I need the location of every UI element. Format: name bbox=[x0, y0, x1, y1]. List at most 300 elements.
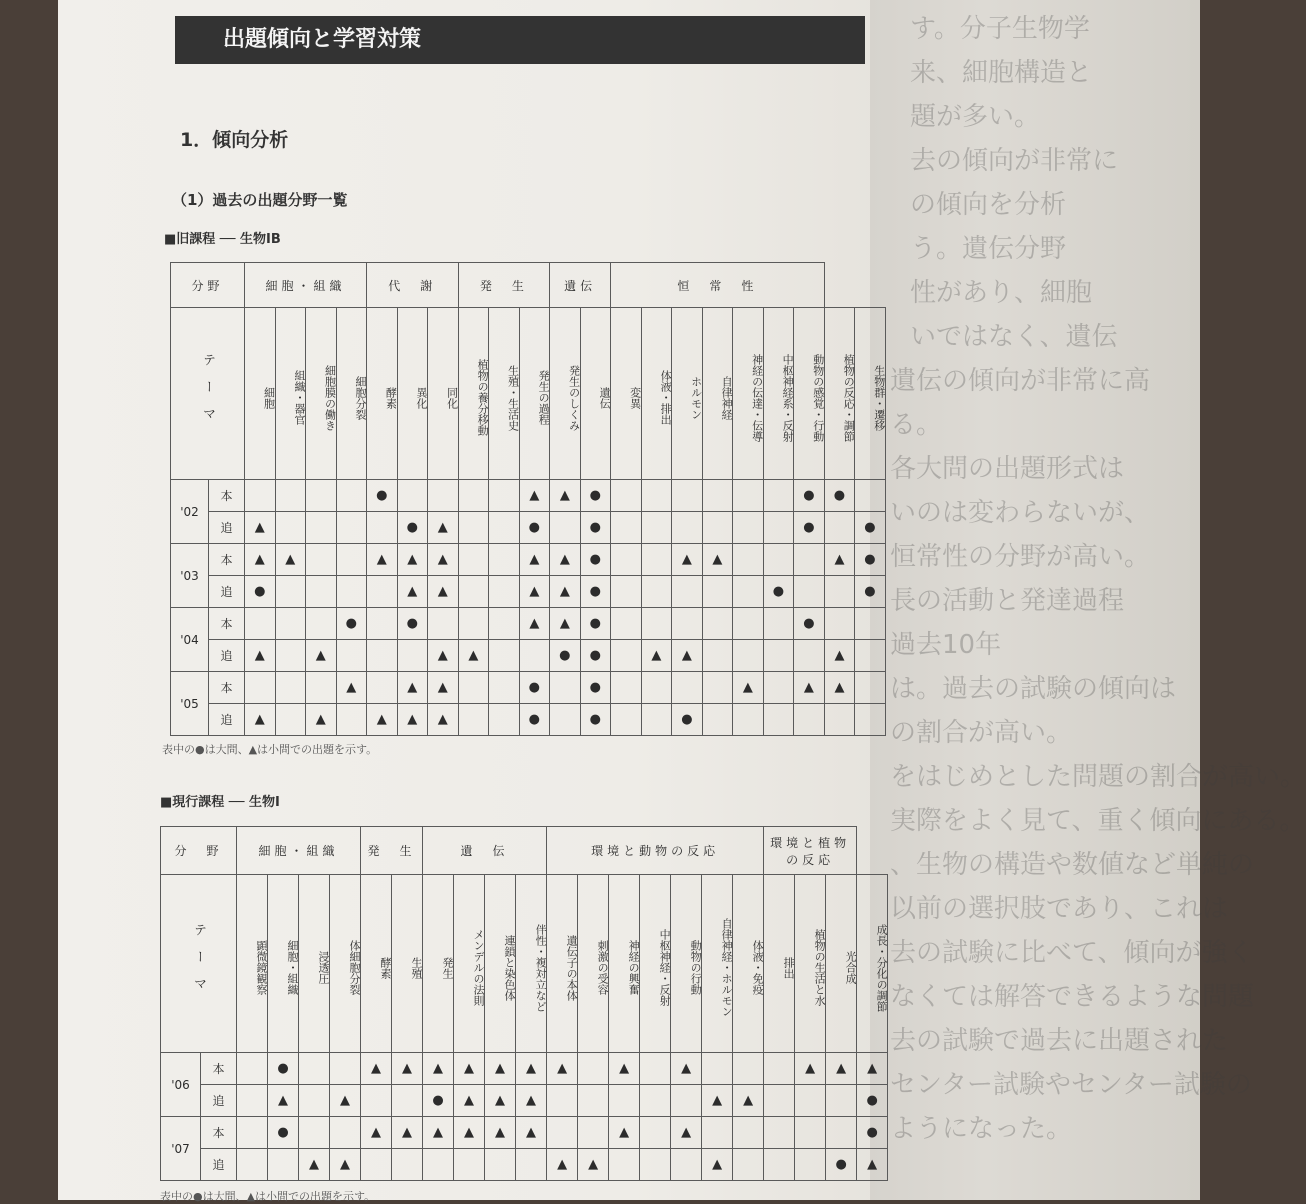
theme-header: 遺伝 bbox=[580, 308, 611, 480]
table-row bbox=[171, 480, 886, 512]
theme-header: ホルモン bbox=[672, 308, 703, 480]
year-label: '07 bbox=[161, 1117, 201, 1181]
field-header: 環境と動物の反応 bbox=[547, 827, 764, 875]
mark-cell: ▲ bbox=[299, 1149, 330, 1181]
mark-cell: ▲ bbox=[824, 544, 855, 576]
mark-cell bbox=[367, 576, 398, 608]
mark-cell bbox=[458, 576, 489, 608]
mark-cell bbox=[702, 576, 733, 608]
mark-cell bbox=[458, 480, 489, 512]
mark-cell bbox=[763, 640, 794, 672]
field-header: 発 生 bbox=[361, 827, 423, 875]
page-title-bar bbox=[175, 16, 865, 64]
mark-cell: ▲ bbox=[275, 544, 306, 576]
theme-header: 酵素 bbox=[367, 308, 398, 480]
mark-cell: ● bbox=[794, 480, 825, 512]
exam-kind: 追 bbox=[209, 640, 245, 672]
mark-cell: ● bbox=[855, 576, 886, 608]
mark-cell: ▲ bbox=[550, 608, 581, 640]
mark-cell: ▲ bbox=[397, 576, 428, 608]
field-header: 遺 伝 bbox=[423, 827, 547, 875]
mark-cell bbox=[855, 704, 886, 736]
mark-cell bbox=[640, 1085, 671, 1117]
mark-cell bbox=[306, 576, 337, 608]
mark-cell: ● bbox=[857, 1117, 888, 1149]
mark-cell bbox=[336, 576, 367, 608]
mark-cell: ▲ bbox=[516, 1053, 547, 1085]
table-row bbox=[171, 672, 886, 704]
mark-cell: ▲ bbox=[519, 480, 550, 512]
mark-cell bbox=[275, 576, 306, 608]
theme-header: 体液・排出 bbox=[641, 308, 672, 480]
mark-cell bbox=[702, 480, 733, 512]
mark-cell: ▲ bbox=[824, 672, 855, 704]
mark-cell bbox=[733, 576, 764, 608]
theme-header: 発生 bbox=[423, 875, 454, 1053]
theme-header: 光合成 bbox=[826, 875, 857, 1053]
mark-cell bbox=[733, 608, 764, 640]
mark-cell bbox=[640, 1149, 671, 1181]
table2-note: 表中の●は大問、▲は小問での出題を示す。 bbox=[160, 1190, 376, 1203]
section-heading: 1．傾向分析 bbox=[180, 129, 289, 151]
theme-header: 同化 bbox=[428, 308, 459, 480]
mark-cell: ● bbox=[519, 672, 550, 704]
facing-page-line: 遺伝の傾向が非常に高 bbox=[890, 366, 1151, 396]
mark-cell bbox=[275, 640, 306, 672]
theme-header: 生物群・遷移 bbox=[855, 308, 886, 480]
mark-cell: ▲ bbox=[423, 1117, 454, 1149]
exam-kind: 追 bbox=[209, 512, 245, 544]
mark-cell bbox=[550, 704, 581, 736]
mark-cell bbox=[824, 512, 855, 544]
mark-cell bbox=[611, 672, 642, 704]
mark-cell bbox=[733, 544, 764, 576]
table-row bbox=[161, 1085, 888, 1117]
facing-page-line: 性があり、細胞 bbox=[910, 278, 1093, 308]
year-label: '04 bbox=[171, 608, 209, 672]
mark-cell bbox=[733, 480, 764, 512]
table1-note: 表中の●は大問、▲は小問での出題を示す。 bbox=[162, 743, 378, 756]
mark-cell: ▲ bbox=[454, 1085, 485, 1117]
theme-header: 酵素 bbox=[361, 875, 392, 1053]
mark-cell bbox=[794, 640, 825, 672]
mark-cell bbox=[794, 544, 825, 576]
mark-cell: ▲ bbox=[519, 576, 550, 608]
mark-cell bbox=[268, 1149, 299, 1181]
mark-cell: ● bbox=[268, 1053, 299, 1085]
mark-cell: ▲ bbox=[454, 1117, 485, 1149]
mark-cell: ▲ bbox=[397, 704, 428, 736]
theme-header: メンデルの法則 bbox=[454, 875, 485, 1053]
mark-cell: ▲ bbox=[641, 640, 672, 672]
mark-cell: ● bbox=[580, 640, 611, 672]
mark-cell: ● bbox=[794, 608, 825, 640]
mark-cell bbox=[672, 512, 703, 544]
mark-cell: ● bbox=[580, 544, 611, 576]
theme-header: 動物の感覚・行動 bbox=[794, 308, 825, 480]
table-row bbox=[171, 640, 886, 672]
mark-cell bbox=[336, 480, 367, 512]
mark-cell: ▲ bbox=[330, 1085, 361, 1117]
page-title: 出題傾向と学習対策 bbox=[223, 27, 422, 52]
mark-cell: ● bbox=[367, 480, 398, 512]
table2-caption: ■現行課程 ── 生物Ⅰ bbox=[160, 795, 280, 810]
exam-kind: 本 bbox=[209, 544, 245, 576]
mark-cell bbox=[611, 576, 642, 608]
mark-cell bbox=[611, 544, 642, 576]
mark-cell bbox=[367, 512, 398, 544]
mark-cell bbox=[702, 512, 733, 544]
field-header: 細胞・組織 bbox=[237, 827, 361, 875]
year-label: '06 bbox=[161, 1053, 201, 1117]
mark-cell bbox=[275, 512, 306, 544]
mark-cell: ▲ bbox=[397, 672, 428, 704]
theme-header: 動物の行動 bbox=[671, 875, 702, 1053]
mark-cell bbox=[336, 640, 367, 672]
mark-cell: ▲ bbox=[733, 672, 764, 704]
facing-page-line: 来、細胞構造と bbox=[910, 58, 1093, 88]
mark-cell bbox=[855, 672, 886, 704]
mark-cell bbox=[763, 480, 794, 512]
mark-cell bbox=[702, 1117, 733, 1149]
mark-cell bbox=[763, 672, 794, 704]
mark-cell bbox=[489, 512, 520, 544]
mark-cell: ▲ bbox=[609, 1117, 640, 1149]
mark-cell bbox=[458, 704, 489, 736]
mark-cell bbox=[763, 608, 794, 640]
theme-header: 組織・器官 bbox=[275, 308, 306, 480]
mark-cell: ● bbox=[855, 512, 886, 544]
mark-cell bbox=[855, 480, 886, 512]
mark-cell bbox=[306, 512, 337, 544]
mark-cell: ▲ bbox=[428, 544, 459, 576]
mark-cell bbox=[489, 480, 520, 512]
mark-cell bbox=[763, 704, 794, 736]
mark-cell bbox=[641, 608, 672, 640]
mark-cell: ▲ bbox=[672, 544, 703, 576]
theme-header: 細胞分裂 bbox=[336, 308, 367, 480]
mark-cell bbox=[824, 576, 855, 608]
facing-page-line: 長の活動と発達過程 bbox=[890, 586, 1125, 616]
theme-header: 伴性・複対立など bbox=[516, 875, 547, 1053]
mark-cell bbox=[702, 672, 733, 704]
exam-kind: 本 bbox=[201, 1117, 237, 1149]
mark-cell: ▲ bbox=[336, 672, 367, 704]
mark-cell bbox=[641, 704, 672, 736]
mark-cell bbox=[237, 1085, 268, 1117]
mark-cell bbox=[275, 480, 306, 512]
mark-cell bbox=[489, 608, 520, 640]
mark-cell bbox=[392, 1085, 423, 1117]
mark-cell bbox=[578, 1085, 609, 1117]
mark-cell bbox=[306, 608, 337, 640]
mark-cell bbox=[330, 1053, 361, 1085]
mark-cell: ▲ bbox=[519, 544, 550, 576]
theme-header: 刺激の受容 bbox=[578, 875, 609, 1053]
mark-cell: ▲ bbox=[330, 1149, 361, 1181]
mark-cell: ▲ bbox=[306, 640, 337, 672]
mark-cell bbox=[516, 1149, 547, 1181]
mark-cell bbox=[578, 1053, 609, 1085]
mark-cell: ▲ bbox=[516, 1117, 547, 1149]
mark-cell: ▲ bbox=[392, 1053, 423, 1085]
mark-cell bbox=[489, 704, 520, 736]
mark-cell bbox=[489, 544, 520, 576]
theme-header: 発生のしくみ bbox=[550, 308, 581, 480]
facing-page-line: 題が多い。 bbox=[910, 102, 1041, 132]
mark-cell: ▲ bbox=[428, 512, 459, 544]
mark-cell bbox=[824, 608, 855, 640]
mark-cell bbox=[702, 608, 733, 640]
mark-cell bbox=[795, 1149, 826, 1181]
mark-cell bbox=[392, 1149, 423, 1181]
mark-cell: ▲ bbox=[458, 640, 489, 672]
mark-cell bbox=[275, 672, 306, 704]
facing-page-line: いではなく、遺伝 bbox=[910, 322, 1118, 352]
mark-cell: ● bbox=[580, 608, 611, 640]
mark-cell bbox=[794, 704, 825, 736]
exam-kind: 本 bbox=[209, 608, 245, 640]
mark-cell bbox=[672, 608, 703, 640]
mark-cell bbox=[237, 1117, 268, 1149]
mark-cell bbox=[299, 1053, 330, 1085]
theme-header: 変異 bbox=[611, 308, 642, 480]
field-corner: 分野 bbox=[171, 263, 245, 308]
theme-header: 体細胞分裂 bbox=[330, 875, 361, 1053]
facing-page-line: す。分子生物学 bbox=[910, 14, 1090, 44]
mark-cell bbox=[855, 608, 886, 640]
mark-cell bbox=[795, 1085, 826, 1117]
mark-cell bbox=[855, 640, 886, 672]
theme-header: 排出 bbox=[764, 875, 795, 1053]
mark-cell bbox=[361, 1085, 392, 1117]
mark-cell bbox=[611, 608, 642, 640]
mark-cell bbox=[299, 1085, 330, 1117]
mark-cell: ▲ bbox=[245, 512, 276, 544]
mark-cell bbox=[361, 1149, 392, 1181]
mark-cell bbox=[397, 640, 428, 672]
mark-cell: ▲ bbox=[547, 1149, 578, 1181]
exam-kind: 追 bbox=[201, 1085, 237, 1117]
mark-cell: ▲ bbox=[392, 1117, 423, 1149]
mark-cell bbox=[733, 1149, 764, 1181]
mark-cell bbox=[299, 1117, 330, 1149]
field-corner: 分 野 bbox=[161, 827, 237, 875]
mark-cell bbox=[458, 512, 489, 544]
theme-header: 自律神経 bbox=[702, 308, 733, 480]
theme-header: 浸透圧 bbox=[299, 875, 330, 1053]
mark-cell: ▲ bbox=[550, 480, 581, 512]
mark-cell bbox=[458, 672, 489, 704]
mark-cell: ▲ bbox=[268, 1085, 299, 1117]
facing-page-line: 各大問の出題形式は bbox=[890, 454, 1125, 484]
facing-page-line: センター試験やセンター試験の bbox=[890, 1070, 1252, 1100]
mark-cell bbox=[336, 544, 367, 576]
table1-grid bbox=[170, 262, 886, 736]
mark-cell bbox=[547, 1085, 578, 1117]
field-header: 恒 常 性 bbox=[611, 263, 825, 308]
mark-cell: ▲ bbox=[733, 1085, 764, 1117]
theme-corner: テーマ bbox=[161, 875, 237, 1053]
mark-cell bbox=[641, 480, 672, 512]
facing-page-line: 過去10年 bbox=[890, 630, 1002, 660]
mark-cell: ▲ bbox=[857, 1053, 888, 1085]
mark-cell bbox=[550, 672, 581, 704]
mark-cell: ● bbox=[672, 704, 703, 736]
facing-page-line: は。過去の試験の傾向は bbox=[890, 674, 1177, 704]
mark-cell bbox=[245, 672, 276, 704]
mark-cell bbox=[702, 640, 733, 672]
mark-cell: ▲ bbox=[824, 640, 855, 672]
theme-header: 遺伝子の本体 bbox=[547, 875, 578, 1053]
mark-cell bbox=[367, 608, 398, 640]
mark-cell bbox=[764, 1085, 795, 1117]
mark-cell: ▲ bbox=[672, 640, 703, 672]
mark-cell bbox=[519, 640, 550, 672]
mark-cell: ● bbox=[519, 704, 550, 736]
facing-page-line: る。 bbox=[890, 410, 943, 440]
mark-cell bbox=[275, 704, 306, 736]
theme-header: 自律神経・ホルモン bbox=[702, 875, 733, 1053]
mark-cell: ▲ bbox=[454, 1053, 485, 1085]
mark-cell bbox=[733, 640, 764, 672]
mark-cell bbox=[641, 512, 672, 544]
mark-cell bbox=[763, 512, 794, 544]
mark-cell bbox=[423, 1149, 454, 1181]
mark-cell bbox=[640, 1053, 671, 1085]
mark-cell bbox=[237, 1053, 268, 1085]
mark-cell: ▲ bbox=[702, 1149, 733, 1181]
mark-cell bbox=[672, 576, 703, 608]
mark-cell bbox=[306, 672, 337, 704]
mark-cell: ● bbox=[580, 480, 611, 512]
exam-kind: 追 bbox=[201, 1149, 237, 1181]
facing-page-line: 去の傾向が非常に bbox=[910, 146, 1119, 176]
theme-header: 体液・免疫 bbox=[733, 875, 764, 1053]
mark-cell bbox=[641, 576, 672, 608]
theme-header: 連鎖と染色体 bbox=[485, 875, 516, 1053]
mark-cell bbox=[733, 704, 764, 736]
theme-header: 植物の養分移動 bbox=[458, 308, 489, 480]
mark-cell: ▲ bbox=[671, 1053, 702, 1085]
facing-page-line: 去の試験で過去に出題された bbox=[890, 1026, 1229, 1056]
facing-page-line: なくては解答できるような問題 bbox=[890, 982, 1255, 1012]
mark-cell bbox=[367, 640, 398, 672]
mark-cell: ▲ bbox=[857, 1149, 888, 1181]
field-header: 環境と植物の反応 bbox=[764, 827, 857, 875]
mark-cell: ▲ bbox=[485, 1053, 516, 1085]
facing-page-line: 恒常性の分野が高い。 bbox=[890, 542, 1151, 572]
mark-cell bbox=[671, 1085, 702, 1117]
mark-cell: ▲ bbox=[361, 1117, 392, 1149]
theme-header: 植物の生活と水 bbox=[795, 875, 826, 1053]
mark-cell: ▲ bbox=[519, 608, 550, 640]
mark-cell: ▲ bbox=[485, 1117, 516, 1149]
mark-cell: ▲ bbox=[516, 1085, 547, 1117]
mark-cell: ● bbox=[519, 512, 550, 544]
facing-page-line: をはじめとした問題の割合が高い。 bbox=[890, 762, 1306, 792]
subsection-heading: （1）過去の出題分野一覧 bbox=[172, 191, 348, 209]
mark-cell bbox=[547, 1117, 578, 1149]
mark-cell bbox=[458, 544, 489, 576]
field-header: 遺伝 bbox=[550, 263, 611, 308]
mark-cell: ▲ bbox=[485, 1085, 516, 1117]
theme-header: 異化 bbox=[397, 308, 428, 480]
mark-cell bbox=[611, 512, 642, 544]
year-label: '05 bbox=[171, 672, 209, 736]
exam-kind: 本 bbox=[209, 480, 245, 512]
mark-cell: ▲ bbox=[306, 704, 337, 736]
theme-corner: テーマ bbox=[171, 308, 245, 480]
table1-caption: ■旧課程 ── 生物ⅠB bbox=[164, 232, 281, 247]
mark-cell bbox=[641, 672, 672, 704]
mark-cell: ● bbox=[580, 672, 611, 704]
mark-cell: ● bbox=[857, 1085, 888, 1117]
facing-page-line: いのは変わらないが、 bbox=[890, 498, 1151, 528]
mark-cell bbox=[336, 704, 367, 736]
facing-page-line: の傾向を分析 bbox=[910, 190, 1067, 220]
mark-cell bbox=[671, 1149, 702, 1181]
table2-grid bbox=[160, 826, 888, 1181]
mark-cell bbox=[428, 608, 459, 640]
mark-cell bbox=[245, 480, 276, 512]
mark-cell bbox=[672, 672, 703, 704]
table-row bbox=[171, 544, 886, 576]
mark-cell: ● bbox=[580, 704, 611, 736]
table-row bbox=[161, 1117, 888, 1149]
mark-cell: ● bbox=[336, 608, 367, 640]
mark-cell bbox=[733, 512, 764, 544]
exam-kind: 追 bbox=[209, 704, 245, 736]
mark-cell: ▲ bbox=[702, 1085, 733, 1117]
mark-cell: ▲ bbox=[428, 576, 459, 608]
mark-cell bbox=[237, 1149, 268, 1181]
mark-cell bbox=[367, 672, 398, 704]
theme-header: 細胞膜の働き bbox=[306, 308, 337, 480]
mark-cell bbox=[428, 480, 459, 512]
theme-header: 中枢神経系・反射 bbox=[763, 308, 794, 480]
mark-cell: ● bbox=[794, 512, 825, 544]
mark-cell: ▲ bbox=[550, 576, 581, 608]
mark-cell: ▲ bbox=[367, 544, 398, 576]
facing-page-line: 、生物の構造や数値など単純の bbox=[890, 850, 1255, 880]
mark-cell bbox=[489, 672, 520, 704]
mark-cell bbox=[485, 1149, 516, 1181]
mark-cell bbox=[824, 704, 855, 736]
mark-cell: ● bbox=[824, 480, 855, 512]
mark-cell: ▲ bbox=[423, 1053, 454, 1085]
mark-cell: ▲ bbox=[702, 544, 733, 576]
mark-cell: ▲ bbox=[794, 672, 825, 704]
mark-cell: ▲ bbox=[547, 1053, 578, 1085]
mark-cell: ▲ bbox=[795, 1053, 826, 1085]
exam-kind: 追 bbox=[209, 576, 245, 608]
mark-cell: ▲ bbox=[550, 544, 581, 576]
mark-cell bbox=[611, 704, 642, 736]
table-row bbox=[171, 576, 886, 608]
mark-cell bbox=[275, 608, 306, 640]
mark-cell: ● bbox=[855, 544, 886, 576]
mark-cell bbox=[763, 544, 794, 576]
mark-cell bbox=[489, 576, 520, 608]
mark-cell bbox=[672, 480, 703, 512]
facing-page-line: 実際をよく見て、重く傾向にある。 bbox=[890, 806, 1306, 836]
mark-cell: ● bbox=[550, 640, 581, 672]
mark-cell: ▲ bbox=[245, 544, 276, 576]
mark-cell: ● bbox=[580, 576, 611, 608]
mark-cell: ● bbox=[763, 576, 794, 608]
mark-cell bbox=[640, 1117, 671, 1149]
